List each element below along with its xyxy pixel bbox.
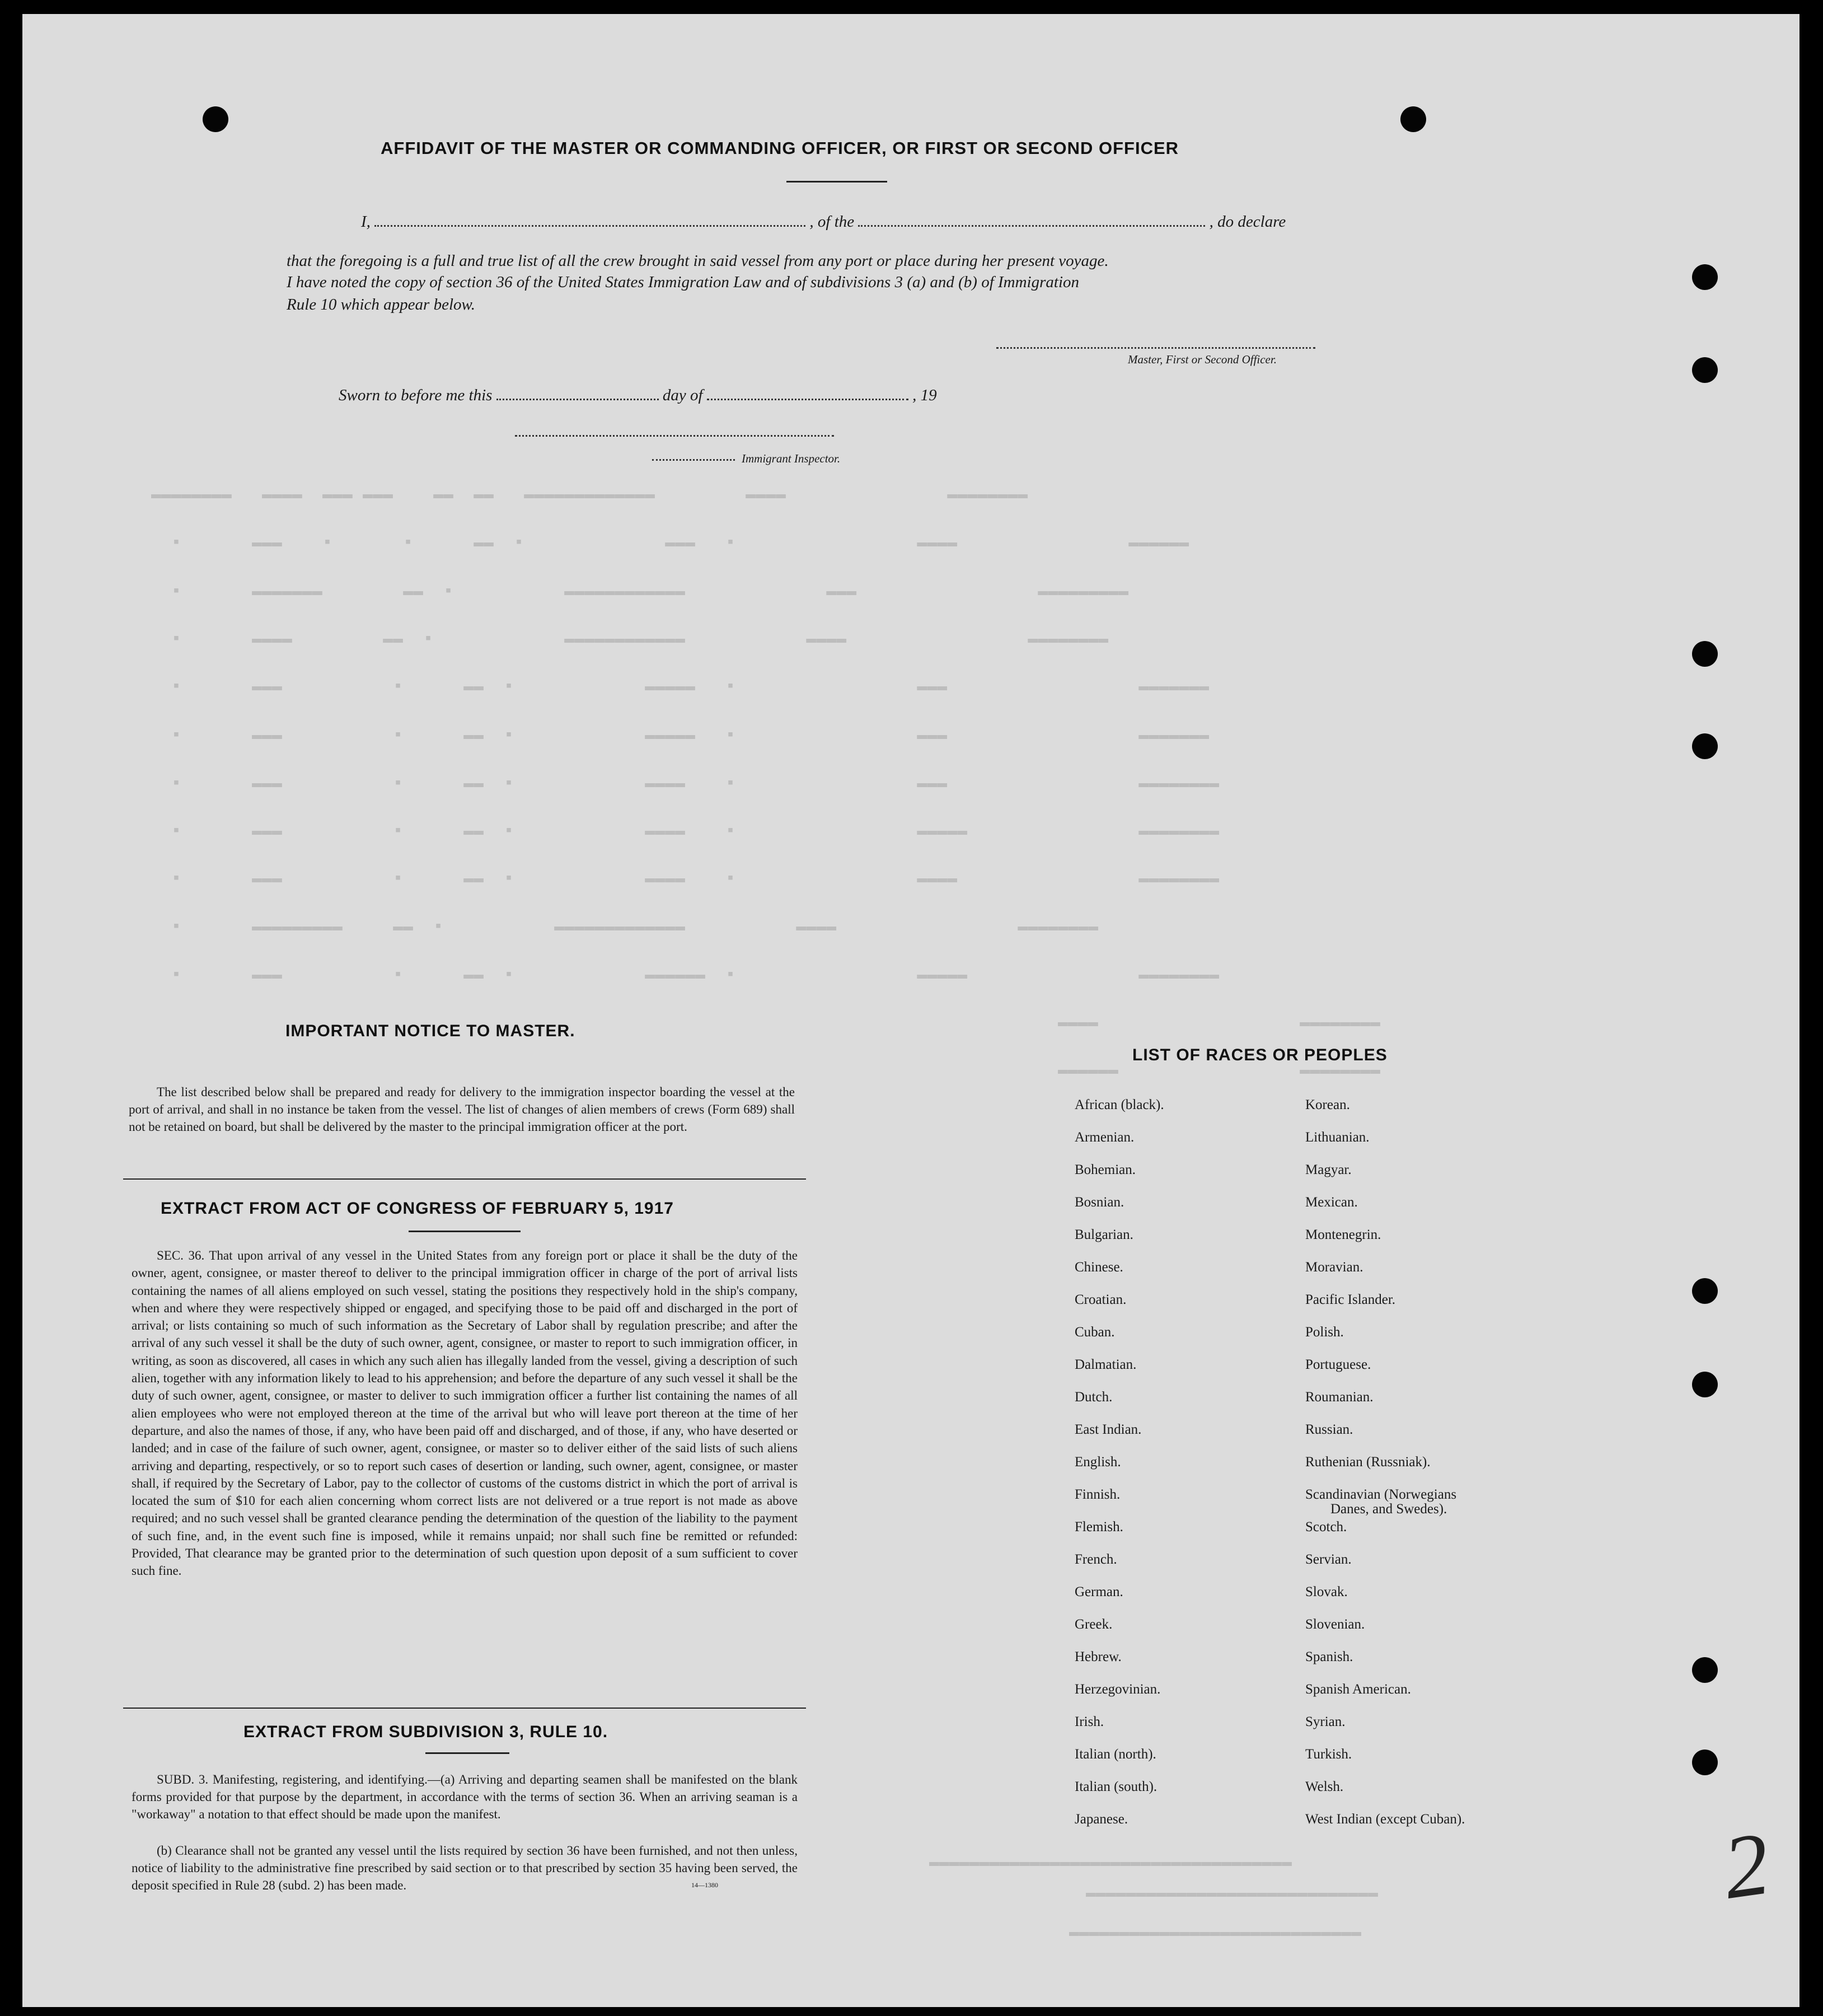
race-item: Bohemian. (1075, 1162, 1136, 1177)
punch-hole (1692, 1278, 1718, 1304)
race-item: Spanish. (1305, 1649, 1353, 1664)
race-item: Slovak. (1305, 1584, 1348, 1599)
races-left-column (1075, 1097, 1164, 1844)
title-rule (786, 181, 887, 183)
race-item: Flemish. (1075, 1519, 1123, 1535)
declarant-name-field[interactable] (374, 225, 805, 227)
race-item: Turkish. (1305, 1747, 1352, 1762)
race-item: Armenian. (1075, 1130, 1135, 1145)
race-item: Spanish American. (1305, 1682, 1411, 1697)
race-item: Roumanian. (1305, 1390, 1374, 1405)
race-item: Servian. (1305, 1552, 1352, 1567)
races-right-column (1305, 1097, 1465, 1844)
race-item: Slovenian. (1305, 1617, 1365, 1632)
race-item: Dutch. (1075, 1390, 1113, 1405)
race-item: East Indian. (1075, 1422, 1142, 1437)
race-item: Japanese. (1075, 1812, 1128, 1827)
sworn-day-field[interactable] (496, 399, 659, 400)
race-item: Montenegrin. (1305, 1227, 1381, 1242)
inspector-signature-line[interactable] (652, 459, 735, 461)
affidavit-title: AFFIDAVIT OF THE MASTER OR COMMANDING OFFICER, OR FIRST OR SECOND OFFICER (381, 138, 1179, 158)
race-item: West Indian (except Cuban). (1305, 1812, 1465, 1827)
section-divider (123, 1178, 806, 1180)
act-title-rule (409, 1231, 521, 1232)
notice-body: The list described below shall be prepared and ready for delivery to the immigration inspector boarding the vessel at the port of arrival, and shall in no instance be taken from the vessel. The list of changes of alien members of crews (Form 689) shall not be retained on board, but shall be delivered by the master to the principal immigration officer at the port. (129, 1085, 795, 1134)
race-item: Hebrew. (1075, 1649, 1122, 1664)
sworn-month-field[interactable] (707, 399, 908, 400)
form-number: 14—1380 (691, 1881, 718, 1889)
race-item: Finnish. (1075, 1487, 1121, 1502)
act-body: SEC. 36. That upon arrival of any vessel in the United States from any foreign port or place it shall be the duty of the owner, agent, consignee, or master thereof to deliver to the principal immigration officer in charge of the port of arrival lists containing the names of all aliens employed on such vessel, stating the positions they respectively hold in the ship's company, when and where they were respectively shipped or engaged, and specifying those to be paid off and discharged in the port of arrival; or lists containing so much of such information as the Secretary of Labor shall by regulation prescribe; and after the arrival of any such vessel it shall be the duty of such owner, agent, consignee, or master to report to such immigration officer, in writing, as soon as discovered, all cases in which any such alien has illegally landed from the vessel, giving a description of such alien, together with any information likely to lead to his apprehension; and before the departure of any such vessel it shall be the duty of such owner, agent, consignee, or master to deliver to such immigration officer a further list containing the names of all alien employees who were not employed thereon at the time of the arrival but who will leave port thereon at the time of her departure, and also the names of those, if any, who have been paid off and discharged, and of those, if any, who have deserted or landed; and in case of the failure of such owner, agent, consignee, or master so to deliver either of the said lists of such aliens arriving and departing, respectively, or so to report such cases of desertion or landing, such owner, agent, consignee, or master shall, if required by the Secretary of Labor, pay to the collector of customs of the customs district in which the port of arrival is located the sum of $10 for each alien concerning whom correct lists are not delivered or a true report is not made as above required; and no such vessel shall be granted clearance pending the determination of the question of the liability to the payment of such fine, and, in the event such fine is imposed, while it remains unpaid; nor shall such fine be remitted or refunded: Provided, That clearance may be granted prior to the determination of such question upon deposit of a sum sufficient to cover such fine. (132, 1248, 798, 1578)
race-item: Italian (south). (1075, 1779, 1157, 1794)
vessel-name-field[interactable] (858, 225, 1205, 227)
race-item: Syrian. (1305, 1714, 1346, 1729)
declaration-line-3: I have noted the copy of section 36 of the United States Immigration Law and of subdivisions 3 (a) and (b) of Immigration (287, 273, 1080, 291)
race-item: Korean. (1305, 1097, 1350, 1112)
race-item: Welsh. (1305, 1779, 1344, 1794)
rule-title-rule (425, 1752, 509, 1754)
declaration-line-4: Rule 10 which appear below. (287, 296, 475, 314)
sworn-label: Sworn to before me this (339, 386, 493, 404)
declaration-line-2: that the foregoing is a full and true list of all the crew brought in said vessel from any port or place during her present voyage. (287, 252, 1109, 270)
sworn-line (339, 386, 937, 405)
race-item: German. (1075, 1584, 1123, 1599)
race-item: French. (1075, 1552, 1117, 1567)
declare-label: , do declare (1209, 213, 1286, 231)
race-item: Lithuanian. (1305, 1130, 1370, 1145)
race-item: Ruthenian (Russniak). (1305, 1454, 1431, 1470)
year-label: , 19 (912, 386, 937, 404)
inspector-label: Immigrant Inspector. (742, 452, 841, 465)
punch-hole (1400, 106, 1426, 132)
master-signature-line[interactable] (996, 347, 1315, 349)
race-item: African (black). (1075, 1097, 1164, 1112)
notice-title: IMPORTANT NOTICE TO MASTER. (285, 1022, 575, 1040)
race-item: Portuguese. (1305, 1357, 1371, 1372)
section-divider (123, 1708, 806, 1709)
race-item: Dalmatian. (1075, 1357, 1137, 1372)
race-item: Mexican. (1305, 1195, 1358, 1210)
punch-hole (203, 106, 228, 132)
rule-body-a: SUBD. 3. Manifesting, registering, and identifying.—(a) Arriving and departing seamen shall be manifested on the blank forms provided for that purpose by the department, in accordance with the terms of section 36. When an arriving seaman is a "workaway" a notation to that effect should be made upon the manifest. (132, 1772, 798, 1821)
act-title: EXTRACT FROM ACT OF CONGRESS OF FEBRUARY 5, 1917 (161, 1199, 674, 1218)
race-item: Greek. (1075, 1617, 1113, 1632)
race-item: Pacific Islander. (1305, 1292, 1396, 1307)
race-item: Scandinavian (Norwegians (1305, 1487, 1457, 1502)
punch-hole (1692, 641, 1718, 667)
races-title: LIST OF RACES OR PEOPLES (1132, 1046, 1388, 1064)
punch-hole (1692, 264, 1718, 290)
race-item: Croatian. (1075, 1292, 1127, 1307)
day-of-label: day of (662, 386, 703, 404)
punch-hole (1692, 357, 1718, 383)
punch-hole (1692, 1657, 1718, 1683)
race-item: Moravian. (1305, 1260, 1363, 1275)
punch-hole (1692, 733, 1718, 759)
race-item: Russian. (1305, 1422, 1353, 1437)
race-item: Cuban. (1075, 1325, 1115, 1340)
punch-hole (1692, 1372, 1718, 1397)
master-label: Master, First or Second Officer. (1128, 353, 1277, 366)
race-item: Bulgarian. (1075, 1227, 1133, 1242)
rule-title: EXTRACT FROM SUBDIVISION 3, RULE 10. (243, 1723, 608, 1741)
form-sheet: ▬▬▬▬▬▬▬▬ ▬▬▬▬ ▬▬▬ ▬▬▬ ▬▬ ▬▬ ▬▬▬▬▬▬▬▬▬▬▬▬▬ ▬▬▬▬ ▬▬▬▬▬▬▬▬ ▪ ▬▬▬ ▪ ▪ ▬▬ ▪ ▬▬▬ ▪ ▬▬▬▬ ▬▬▬▬▬▬ ▪ ▬▬▬▬▬▬▬ ▬▬ ▪ ▬▬▬▬▬▬▬▬▬▬▬▬ ▬▬▬ ▬▬▬▬▬▬▬▬▬ ▪ ▬▬▬▬ ▬▬ ▪ ▬▬▬▬▬▬▬▬▬▬▬▬ ▬▬▬▬ ▬▬▬▬▬▬▬▬ ▪ ▬▬▬ ▪ ▬▬ ▪ ▬▬▬▬▬ ▪ ▬▬▬ ▬▬▬▬▬▬▬ ▪ ▬▬▬ ▪ ▬▬ ▪ ▬▬▬▬▬ ▪ ▬▬▬ ▬▬▬▬▬▬▬ ▪ ▬▬▬ ▪ ▬▬ ▪ ▬▬▬▬ ▪ ▬▬▬ ▬▬▬▬▬▬▬▬ ▪ ▬▬▬ ▪ ▬▬ ▪ ▬▬▬▬ ▪ ▬▬▬▬▬ ▬▬▬▬▬▬▬▬ ▪ ▬▬▬ ▪ ▬▬ ▪ ▬▬▬▬ ▪ ▬▬▬▬ ▬▬▬▬▬▬▬▬ ▪ ▬▬▬▬▬▬▬▬▬ ▬▬ ▪ ▬▬▬▬▬▬▬▬▬▬▬▬▬ ▬▬▬▬ ▬▬▬▬▬▬▬▬ ▪ ▬▬▬ ▪ ▬▬ ▪ ▬▬▬▬▬▬ ▪ ▬▬▬▬▬ ▬▬▬▬▬▬▬▬ ▬▬▬▬ ▬▬▬▬▬▬▬▬ ▬▬▬▬▬▬ ▬▬▬▬▬▬▬▬ ▬▬▬▬▬▬▬▬▬▬▬▬▬▬▬▬▬▬▬▬▬▬▬▬▬▬▬▬▬▬▬▬▬▬▬▬ ▬▬▬▬▬▬▬▬▬▬▬▬▬▬▬▬▬▬▬▬▬▬▬▬▬▬▬▬▬ ▬▬▬▬▬▬▬▬▬▬▬▬▬▬▬▬▬▬▬▬▬▬▬▬▬▬▬▬▬ AFFIDAVIT OF THE MASTER OR COMMANDING OFFICER, OR FIRST OR SECOND OFFICER I, , of the , do declare that the foregoing is a full and true list of all the crew brought in said vessel from any port or place during her present voyage. I have noted the copy of section 36 of the United States Immigration Law and of subdivisions 3 (a) and (b) of Immigration Rule 10 which appear below. Master, First or Second Officer. Sworn to before me this day of , 19 Immigrant Inspector. IMPORTANT NOTICE TO MASTER. The list described below shall be prepared and ready for delivery to the immigration inspector boarding the vessel at the port of arrival, and shall in no instance be taken from the vessel. The list of changes of alien members of crews (Form 689) shall not be retained on board, but shall be delivered by the master to the principal immigration officer at the port. EXTRACT FROM ACT OF CONGRESS OF FEBRUARY 5, 1917 SEC. 36. That upon arrival of any vessel in the United States from any foreign port or place it shall be the duty of the owner, agent, consignee, or master thereof to deliver to the principal immigration officer in charge of the port of arrival lists containing the names of all aliens employed on such vessel, stating the positions they respectively hold in the ship's company, when and where they were respectively shipped or engaged, and specifying those to be paid off and discharged in the port of arrival; or lists containing so much of such information as the Secretary of Labor shall by regulation prescribe; and after the arrival of any such vessel it shall be the duty of such owner, agent, consignee, or master to report to such immigration officer, in writing, as soon as discovered, all cases in which any such alien has illegally landed from the vessel, giving a description of such alien, together with any information likely to lead to his apprehension; and before the departure of any such vessel it shall be the duty of such owner, agent, consignee, or master to deliver to such immigration officer a further list containing the names of all alien employees who were not employed thereon at the time of the arrival but who will leave port thereon at the time of her departure, and also the names of those, if any, who have been paid off and discharged, and of those, if any, who have deserted or landed; and in case of the failure of such owner, agent, consignee, or master so to deliver either of the said lists of such aliens arriving and departing, respectively, or so to report such cases of desertion or landing, such owner, agent, consignee, or master shall, if required by the Secretary of Labor, pay to the collector of customs of the customs district in which the port of arrival is located the sum of $10 for each alien concerning whom correct lists are not delivered or a true report is not made as above required; and no such vessel shall be granted clearance pending the determination of the question of the liability to the payment of such fine, and, in the event such fine is imposed, while it remains unpaid; nor shall such fine be remitted or refunded: Provided, That clearance may be granted prior to the determination of such question upon deposit of a sum sufficient to cover such fine. EXTRACT FROM SUBDIVISION 3, RULE 10. SUBD. 3. Manifesting, registering, and identifying.—(a) Arriving and departing seamen shall be manifested on the blank forms provided for that purpose by the department, in accordance with the terms of section 36. When an arriving seaman is a "workaway" a notation to that effect should be made upon the manifest. (b) Clearance shall not be granted any vessel until the lists required by section 36 have been furnished, and not then unless, notice of liability to the administrative fine prescribed by said section or to that prescribed by section 35 having been served, the deposit specified in Rule 28 (subd. 2) has been made. 14—1380 LIST OF RACES OR PEOPLES African (black). Armenian. Bohemian. Bosnian. Bulgarian. Chinese. Croatian. Cuban. Dalmatian. Dutch. East Indian. English. Finnish. Flemish. French. German. Greek. Hebrew. Herzegovinian. Irish. Italian (north). Italian (south). Japanese. Korean. Lithuanian. Magyar. Mexican. Montenegrin. Moravian. Pacific Islander. Polish. Portuguese. Roumanian. Russian. Ruthenian (Russniak). Scandinavian (Norwegians Danes, and Swedes). Scotch. Servian. Slovak. Slovenian. Spanish. Spanish American. Syrian. Turkish. Welsh. West Indian (except Cuban). 2 (22, 14, 1799, 2007)
race-item: Italian (north). (1075, 1747, 1156, 1762)
rule-body-b: (b) Clearance shall not be granted any vessel until the lists required by section 36 have been furnished, and not then unless, notice of liability to the administrative fine prescribed by said section or to that prescribed by section 35 having been served, the deposit specified in Rule 28 (subd. 2) has been made. (132, 1844, 798, 1892)
of-label: , of the (809, 213, 855, 231)
race-item: Herzegovinian. (1075, 1682, 1161, 1697)
declaration-line-1 (361, 213, 1286, 231)
race-item: English. (1075, 1454, 1121, 1470)
handwritten-page-number: 2 (1717, 1813, 1775, 1918)
declarant-label: I, (361, 213, 371, 231)
race-item: Scotch. (1305, 1519, 1347, 1535)
race-item: Magyar. (1305, 1162, 1352, 1177)
race-item: Irish. (1075, 1714, 1104, 1729)
race-item: Chinese. (1075, 1260, 1123, 1275)
inspector-signature-line-top[interactable] (515, 435, 834, 437)
punch-hole (1692, 1750, 1718, 1775)
race-item: Danes, and Swedes). (1330, 1502, 1447, 1517)
race-item: Bosnian. (1075, 1195, 1124, 1210)
race-item: Polish. (1305, 1325, 1344, 1340)
